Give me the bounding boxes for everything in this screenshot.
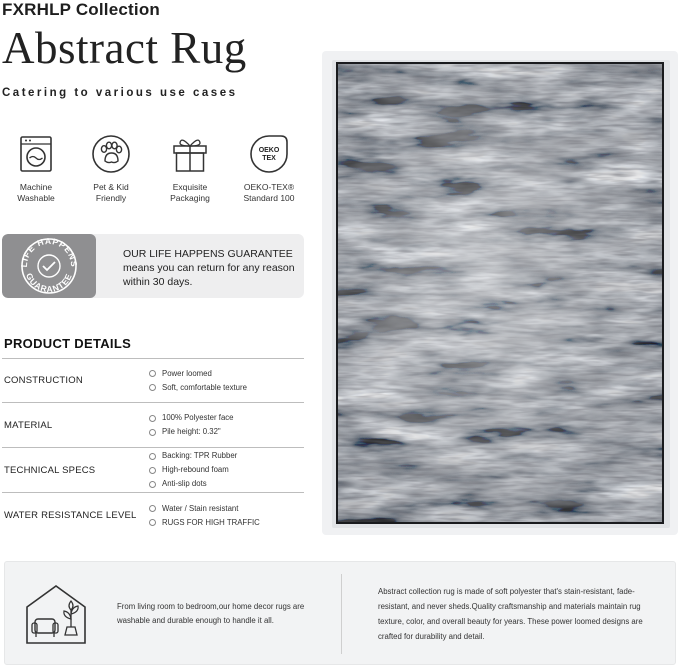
details-value: 100% Polyester face (147, 411, 234, 425)
bottom-left-text: From living room to bedroom,our home decor rugs are washable and durable enough to handle it all. (117, 602, 305, 625)
gift-box-icon (170, 134, 210, 174)
feature-oeko-tex (229, 134, 309, 204)
feature-icons-row (0, 134, 310, 214)
washing-machine-icon (16, 134, 56, 174)
bottom-right-text: Abstract collection rug is made of soft polyester that's stain-resistant, fade-resistant, and never sheds.Quality craftsmanship and materials maintain rug texture, color, and overall beauty for years. These power loomed designs are crafted for durability and detail. (378, 587, 643, 641)
feature-pet-kid-friendly (71, 134, 151, 204)
product-title: Abstract Rug (2, 23, 247, 73)
svg-text:GUARANTEE (24, 271, 74, 294)
guarantee-badge (2, 234, 96, 298)
details-row-values (147, 405, 234, 445)
details-value: Power loomed (147, 367, 247, 381)
life-happens-seal-icon (2, 234, 96, 298)
details-value: Water / Stain resistant (147, 502, 260, 516)
bottom-info-band (4, 561, 676, 665)
details-row-label: WATER RESISTANCE LEVEL (4, 510, 137, 521)
details-row-label: CONSTRUCTION (4, 375, 83, 386)
feature-label: Exquisite Packaging (170, 182, 210, 203)
product-details-table (2, 358, 304, 538)
details-row-values (147, 496, 260, 536)
details-value: Backing: TPR Rubber (147, 449, 237, 463)
tex-badge-text: TEX (262, 155, 276, 162)
details-row-values (147, 443, 237, 497)
paw-icon (91, 134, 131, 174)
feature-label: OEKO-TEX® Standard 100 (243, 182, 295, 203)
house-armchair-icon (23, 583, 89, 645)
guarantee-text: OUR LIFE HAPPENS GUARANTEE means you can return for any reason within 30 days. (123, 248, 295, 288)
oeko-badge-text: OEKO (258, 147, 280, 154)
oeko-tex-icon (249, 134, 289, 174)
rug-product-image (336, 62, 664, 524)
guarantee-panel (2, 234, 304, 298)
feature-label: Machine Washable (17, 182, 55, 203)
feature-exquisite-packaging (150, 134, 230, 204)
details-row-technical-specs (2, 447, 304, 492)
badge-top-text: LIFE HAPPENS (18, 235, 80, 268)
bottom-divider (341, 574, 342, 654)
tagline: Catering to various use cases (2, 87, 238, 99)
details-row-label: MATERIAL (4, 419, 53, 431)
details-value: Pile height: 0.32" (147, 425, 234, 439)
details-value: Soft, comfortable texture (147, 381, 247, 395)
details-row-water-resistance (2, 492, 304, 538)
details-value: RUGS FOR HIGH TRAFFIC (147, 516, 260, 530)
details-value: High-rebound foam (147, 463, 237, 477)
details-row-construction (2, 358, 304, 402)
feature-label: Pet & Kid Friendly (93, 182, 129, 203)
product-details-title: PRODUCT DETAILS (4, 336, 132, 351)
badge-bottom-text: GUARANTEE (23, 271, 75, 295)
details-row-material (2, 402, 304, 447)
details-row-values (147, 361, 247, 401)
details-value: Anti-slip dots (147, 477, 237, 491)
feature-machine-washable (0, 134, 76, 204)
brand-name: FXRHLP Collection (2, 0, 160, 19)
details-row-label: TECHNICAL SPECS (4, 464, 96, 476)
svg-text:LIFE HAPPENS (19, 236, 79, 268)
